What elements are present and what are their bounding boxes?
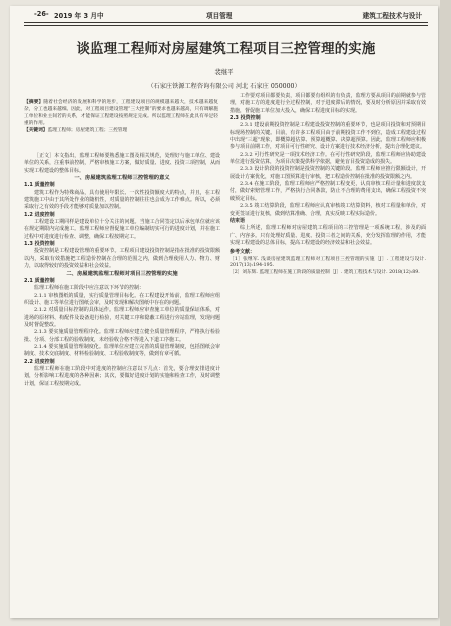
page-number: -26- <box>34 10 49 18</box>
body-paragraph: 综上所述，监理工程师对房屋建筑工程项目的三控管理是一项系统工程，涉及的面广、内容多。只有处理好质量、进度、投资三者之间的关系，充分发挥监理的作用，才能实现工程建设的总体目标，提高工程建设的经济效益和社会效益。 <box>230 225 426 246</box>
body-paragraph: 投资控制是工程建设管理的重要环节。工程项目建设投资控制是指在批准的投资限额以内，采取有效措施把工程造价控制在合理的范围之内，做到合理使用人力、物力、财力，以取得较好的投资效益和社会效益。 <box>24 248 220 270</box>
body-paragraph: 2.1.3 要实施质量管理程序化。监理工程师应建立健全质量管理程序，严格执行检验批、分项、分部工程的验收制度，未经验收合格不得进入下道工序施工。 <box>24 329 220 343</box>
abstract-text: 随着社会经济的发展和科学的进步，工程建设项目的规模越来越大，技术越来越复杂，分工也越来越细。因此，对工程项目建设管理“三大控制”的要求也越来越高，只有调解施工单位和业主间若的关系，才能保证工程建设按照规定完成。所以监理工程师在此具有举足轻重的作用。 <box>24 100 218 127</box>
section-heading: 1.1 质量控制 <box>24 182 55 189</box>
section-heading: 参考文献： <box>230 249 256 256</box>
section-heading: 2.2 进度控制 <box>24 358 55 365</box>
right-column <box>230 93 426 277</box>
section-heading: 2.3 投资控制 <box>230 115 261 122</box>
body-paragraph: 监理工程师在施工阶段中应注意以下环节的控制： <box>34 285 145 292</box>
keywords-text: 监理工程师；房屋建筑工程；三控管理 <box>47 128 128 134</box>
section-name: 项目管理 <box>206 12 233 20</box>
header-rule-thick <box>24 22 428 23</box>
article-page <box>10 6 438 618</box>
body-paragraph: 2.3.3 设计阶段的投资控制是投资控制的关键阶段。监理工程师应推行限额设计，开展设计方案优化，对施工图预算进行审核，把工程造价控制在批准的投资限额之内。 <box>230 166 426 180</box>
abstract-block <box>24 99 218 134</box>
body-paragraph: 2.3.2 可行性研究是一项技术经济工作。在可行性研究阶段，监理工程师应协助建设单位进行投资估算，为项目决策提供科学依据，避免盲目投资造成的损失。 <box>230 151 426 166</box>
reference-item: ［2］刘东辉. 监理工程师在施工阶段的质量控制［J］. 建筑工程技术与设计. 2018(12):89. <box>230 270 420 276</box>
keywords-line <box>24 127 218 134</box>
body-paragraph: 2.1.4 要实施质量管理制度化。监理单位应建立完善的质量管理制度，包括图纸会审制度、技术交底制度、材料检验制度、工程验收制度等，做到有章可循。 <box>24 343 220 358</box>
body-paragraph: 2.3.5 竣工结算阶段，监理工程师应认真审核竣工结算资料，核对工程量和单价，对变更签证进行复核，做到结算准确、合理，真实反映工程实际造价。 <box>230 203 426 217</box>
abstract-paragraph <box>24 99 218 127</box>
page-gutter <box>440 0 451 626</box>
magazine-name: 建筑工程技术与设计 <box>362 12 422 20</box>
body-paragraph: 2.1.1 审核图纸的质量，实行质量管理目标化。在工程建设开始前，监理工程师应组织设计、施工等单位进行图纸会审，及时发现和解决图纸中存在的问题。 <box>24 292 220 306</box>
article-affiliation: （石家庄铁源工程咨询有限公司 河北 石家庄 050000） <box>147 83 301 90</box>
left-column <box>24 153 220 388</box>
article-author: 裴继平 <box>214 68 234 76</box>
section-heading: 一、房屋建筑监理工程师三控管理的意义 <box>74 175 170 182</box>
body-paragraph: 建筑工程作为特殊商品，具有使用年限长、一次性投资额度大的特点，并且，在工程建筑施工中由于其所处作业的随机性，对质量的控制往往也会成为工作难点。所以，必须采取行之有效的手段才能够对质量加以控制。 <box>24 189 220 211</box>
article-title: 谈监理工程师对房屋建筑工程项目三控管理的实施 <box>76 42 376 57</box>
section-heading: 1.3 投资控制 <box>24 241 55 248</box>
reference-item: ［1］张继军. 浅谈房屋建筑监理工程师对工程项目三控管理的实施［J］. 工程建设与设计. 2017(13):194-195. <box>230 256 426 269</box>
body-paragraph: ［正文］本文指出，监理工程师要熟悉施工图及相关规范，处理好与施工单位、建设单位的关系，注重事前控制，严格审核施工方案，做好质量、进度、投资三项控制，从而实现工程建设的整体目标。 <box>24 153 220 174</box>
section-heading: 结束语 <box>230 217 246 224</box>
body-paragraph: 监理工程师在施工阶段中对进度的控制应注意以下几点：首先，要合理安排进度计划，分析影响工程进度的各种因素；其次，要做好进度计划的实施和检查工作，及时调整计划，保证工程按期完成。 <box>24 365 220 387</box>
issue-date: 2019 年 3 月中 <box>54 12 104 20</box>
body-paragraph: 2.3.4 在施工阶段，监理工程师应严格控制工程变更，认真审核工程计量和进度款支付，做好索赔管理工作，严格执行合同条款，防止不合理的费用支出，确保工程投资不突破预定目标。 <box>230 181 426 202</box>
abstract-label: 【摘要】 <box>24 100 44 105</box>
keywords-label: 【关键词】 <box>24 128 48 134</box>
section-heading: 2.1 质量控制 <box>24 277 55 284</box>
body-paragraph: 2.1.2 对质量目标控制的具体运作。监理工程师应审查施工单位的质量保证体系，对进场的原材料、构配件及设备进行检验，对关键工序和隐蔽工程进行旁站监理，发现问题及时督促整改。 <box>24 307 220 328</box>
body-paragraph: 工作要对项目都要负责，项目都要有组织的有负责，监理方要从项目的前期就参与管理，对施工方的进度进行全过程控制，对于进度滞后的情况，要及时分析原因并采取有效措施，督促施工单位加大投入，确保工程进度目标的实现。 <box>230 93 426 114</box>
section-heading: 二、房屋建筑监理工程师对项目三控管理的实施 <box>66 270 178 277</box>
body-paragraph: 2.3.1 建设前期投资控制是工程建设投资控制的重要环节，也是项目投资和对预期目标现场控制的关键。目前，有许多工程项目由于前期投资工作不到位，造成工程建设过程中出现“三超”现象，即概算超估算、预算超概算、决算超预算。因此，监理工程师应积极参与项目前期工作，对项目可行性研究、设计方案进行技术经济分析，提出合理化建议。 <box>230 122 426 151</box>
section-heading: 1.2 进度控制 <box>24 211 55 218</box>
running-header <box>10 6 438 28</box>
header-rule-thin <box>24 25 428 26</box>
body-paragraph: 工程建设工期同样是建设单位十分关注的问题。当施工合同签定以后承包单位就应该在规定期限内完成施工。监理工程师应督促施工单位编制切实可行的进度计划，并在施工过程中对进度进行检查、调整，确保工程按期完工。 <box>24 219 220 240</box>
